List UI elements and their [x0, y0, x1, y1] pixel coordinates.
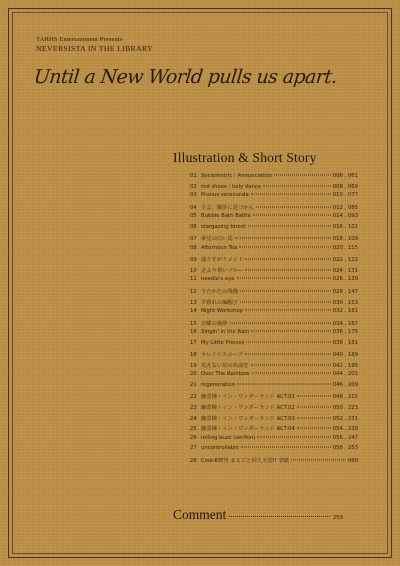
toc-page-numbers: 048 , 215 [332, 394, 358, 401]
toc-title: red shoes｜holy dance [201, 183, 262, 190]
dot-leader [297, 396, 331, 397]
toc-page-numbers: 056 , 247 [332, 434, 358, 441]
toc-number: 27 [190, 445, 197, 452]
comment-entry [173, 507, 343, 523]
toc-number: 18 [190, 352, 197, 359]
toc-page-numbers: 060 [347, 457, 358, 464]
dot-leader [251, 331, 331, 332]
toc-number: 16 [190, 329, 197, 336]
toc-number: 23 [190, 405, 197, 412]
toc-number: 04 [190, 204, 197, 211]
toc-row [190, 234, 358, 245]
toc-page-numbers: 024 , 131 [332, 267, 358, 274]
toc-row [190, 266, 358, 277]
toc-row [190, 245, 358, 256]
toc-row [190, 392, 358, 403]
toc-title: Bubble Bath Battle [201, 213, 251, 220]
toc-row [190, 435, 358, 446]
toc-number: 06 [190, 223, 197, 230]
toc-page-numbers: 050 , 223 [332, 405, 358, 412]
toc-number: 12 [190, 289, 197, 296]
toc-page-numbers: 010 , 077 [332, 192, 358, 199]
toc-page-numbers: 020 , 115 [332, 244, 358, 251]
toc-page-numbers: 006 , 061 [332, 173, 358, 179]
toc-number: 10 [190, 267, 197, 274]
toc-row [190, 445, 358, 456]
toc-number: 05 [190, 213, 197, 220]
toc-row [190, 276, 358, 287]
toc-page-numbers: 028 , 147 [332, 289, 358, 296]
dot-leader [235, 238, 331, 239]
toc-row [190, 382, 358, 393]
toc-page-numbers: 038 , 181 [332, 339, 358, 346]
toc-page-numbers: 058 , 253 [332, 445, 358, 452]
series-title: NEVERSISTA IN THE LIBRARY [36, 44, 153, 53]
toc-title: Sociometric｜Annunciation [201, 173, 273, 179]
dot-leader [245, 310, 331, 311]
dot-leader [239, 246, 330, 247]
toc-number: 25 [190, 426, 197, 433]
toc-row [190, 213, 358, 224]
toc-number: 09 [190, 257, 197, 264]
toc-number: 11 [190, 276, 197, 283]
toc-row [190, 361, 358, 372]
comment-page-number: 259 [332, 515, 343, 521]
toc-title: stargazing forest [201, 223, 246, 230]
toc-heading: Illustration & Short Story [173, 150, 317, 165]
toc-row [190, 182, 358, 193]
toc-title: カレイドスコープ [201, 352, 243, 359]
toc-number: 14 [190, 308, 197, 315]
dot-leader [251, 194, 331, 195]
toc-page-numbers: 040 , 189 [332, 352, 358, 359]
toc-title: Over The Rainbow [201, 371, 250, 378]
dot-leader [240, 301, 331, 302]
toc-number: 17 [190, 339, 197, 346]
toc-number: 24 [190, 415, 197, 422]
dot-leader [248, 225, 331, 226]
dot-leader [253, 215, 331, 216]
dot-leader [245, 259, 330, 260]
toc-row [190, 371, 358, 382]
dot-leader [246, 341, 330, 342]
toc-number: 20 [190, 371, 197, 378]
toc-number: 21 [190, 381, 197, 388]
toc-page-numbers: 022 , 122 [332, 257, 358, 264]
dot-leader [263, 185, 331, 186]
toc-title: 幽霊棟・イン・ワンダーランド ACT.02 [201, 405, 295, 412]
dot-leader [297, 428, 331, 429]
toc-page-numbers: 052 , 231 [332, 415, 358, 422]
toc-page-numbers: 008 , 069 [332, 183, 358, 190]
toc-number: 15 [190, 320, 197, 327]
dot-leader [237, 383, 331, 384]
dot-leader [230, 322, 331, 323]
toc-page-numbers: 014 , 093 [332, 213, 358, 220]
dot-leader [252, 373, 331, 374]
toc-number: 01 [190, 173, 197, 179]
toc-number: 22 [190, 394, 197, 401]
toc-number: 07 [190, 236, 197, 243]
toc-row [190, 414, 358, 425]
toc-title: 幽霊棟・イン・ワンダーランド ACT.01 [201, 394, 295, 401]
toc-row [190, 287, 358, 298]
toc-list [190, 171, 358, 466]
toc-number: 02 [190, 183, 197, 190]
toc-title: uncontrollable [201, 445, 239, 452]
toc-row [190, 424, 358, 435]
toc-title: Afternoon Tea [201, 244, 238, 251]
toc-title: 見えない星の名前を [201, 362, 249, 369]
dot-leader [245, 269, 331, 270]
toc-row [190, 203, 358, 214]
toc-title: Night Workshop [201, 308, 244, 315]
toc-title: Cool-B増刊 まるごと同人天国!! 表紙 [201, 457, 290, 464]
toc-row [190, 298, 358, 309]
toc-row [190, 403, 358, 414]
toc-title: 通りすがりメイド [201, 257, 244, 264]
toc-title: 主よ、御許に近づかん [201, 204, 254, 211]
toc-page-numbers: 026 , 139 [332, 276, 358, 283]
toc-number: 13 [190, 299, 197, 306]
toc-title: needle's eye [201, 276, 235, 283]
toc-title: 金より尊いブルー [201, 267, 244, 274]
toc-title: regeneration [201, 381, 236, 388]
dot-leader [257, 436, 330, 437]
toc-page-numbers: 018 , 109 [332, 236, 358, 243]
toc-row [190, 319, 358, 330]
toc-number: 03 [190, 192, 197, 199]
dot-leader [297, 407, 331, 408]
tagline: Until a New World pulls us apart. [32, 66, 338, 88]
dot-leader [237, 278, 331, 279]
toc-title: 夕暮れの麺帽子 [201, 299, 239, 306]
comment-label: Comment [173, 507, 227, 522]
toc-row [190, 308, 358, 319]
toc-row [190, 171, 358, 182]
toc-number: 08 [190, 244, 197, 251]
toc-title: 夢見の白い馬 [201, 236, 233, 243]
toc-title: 幽霊棟・イン・ワンダーランド ACT.03 [201, 415, 295, 422]
toc-title: 幽霊棟・イン・ワンダーランド ACT.04 [201, 426, 295, 433]
toc-title: My Little Princes [201, 339, 245, 346]
toc-page-numbers: 012 , 085 [332, 204, 358, 211]
dot-leader [291, 459, 346, 460]
toc-row [190, 456, 358, 467]
toc-row [190, 329, 358, 340]
dot-leader [241, 447, 331, 448]
toc-title: 日曜の挽辞 [201, 320, 228, 327]
toc-page-numbers: 042 , 195 [332, 362, 358, 369]
dot-leader [274, 175, 330, 176]
toc-page-numbers: 036 , 175 [332, 329, 358, 336]
toc-number: 26 [190, 434, 197, 441]
toc-row [190, 350, 358, 361]
toc-page-numbers: 016 , 101 [332, 223, 358, 230]
dot-leader [256, 206, 331, 207]
toc-row [190, 340, 358, 351]
toc-row [190, 192, 358, 203]
dot-leader [229, 516, 330, 517]
toc-title: うたかたの残像 [201, 289, 239, 296]
toc-title: rolling buzz (serifon) [201, 434, 256, 441]
dot-leader [297, 417, 331, 418]
toc-row [190, 224, 358, 235]
dot-leader [240, 291, 331, 292]
toc-title: Prunus verecunda [201, 192, 249, 199]
toc-page-numbers: 054 , 239 [332, 426, 358, 433]
dot-leader [245, 354, 331, 355]
toc-page-numbers: 030 , 153 [332, 299, 358, 306]
toc-page-numbers: 046 , 209 [332, 381, 358, 388]
toc-title: Singin' in the Rain [201, 329, 250, 336]
toc-number: 19 [190, 362, 197, 369]
toc-page-numbers: 044 , 201 [332, 371, 358, 378]
dot-leader [251, 364, 331, 365]
toc-row [190, 255, 358, 266]
presenter-line: TARHS Entertainment Presents [36, 36, 123, 43]
toc-page-numbers: 032 , 161 [332, 308, 358, 315]
toc-page-numbers: 034 , 167 [332, 320, 358, 327]
toc-number: 28 [190, 457, 197, 464]
